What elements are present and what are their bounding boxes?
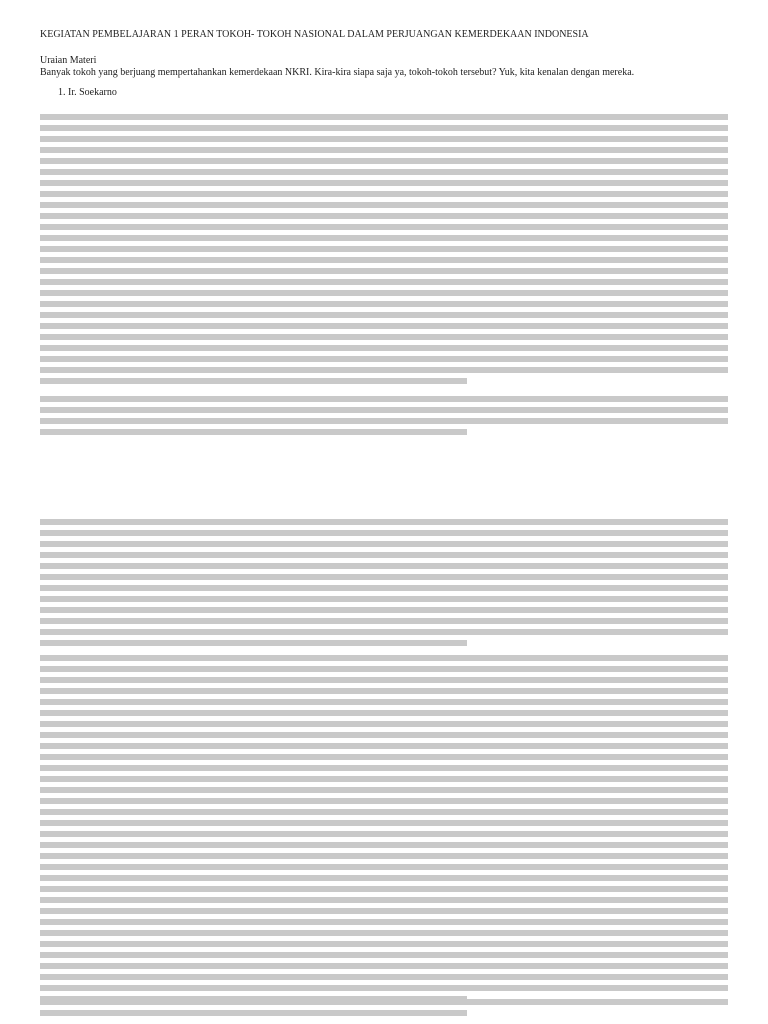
text-line-placeholder (40, 367, 728, 373)
text-line-placeholder (40, 235, 728, 241)
text-line-placeholder (40, 541, 728, 547)
text-line-placeholder (40, 743, 728, 749)
list-item-soekarno: 1. Ir. Soekarno (58, 87, 117, 98)
text-line-placeholder (40, 407, 728, 413)
text-line-placeholder (40, 356, 728, 362)
text-line-placeholder (40, 268, 728, 274)
text-line-placeholder (40, 930, 728, 936)
text-line-placeholder (40, 798, 728, 804)
text-line-placeholder (40, 831, 728, 837)
text-line-placeholder (40, 974, 728, 980)
text-line-placeholder (40, 985, 728, 991)
text-line-placeholder (40, 180, 728, 186)
text-line-placeholder (40, 257, 728, 263)
text-line-placeholder (40, 688, 728, 694)
text-line-placeholder (40, 677, 728, 683)
text-line-placeholder (40, 787, 728, 793)
text-line-placeholder (40, 396, 728, 402)
text-line-placeholder (40, 125, 728, 131)
text-line-placeholder (40, 169, 728, 175)
text-line-placeholder (40, 732, 728, 738)
text-line-placeholder (40, 886, 728, 892)
text-line-placeholder (40, 301, 728, 307)
text-line-placeholder (40, 853, 728, 859)
text-block-3 (40, 519, 728, 651)
text-line-placeholder (40, 941, 728, 947)
text-block-2 (40, 396, 728, 440)
text-line-placeholder (40, 378, 467, 384)
text-line-placeholder (40, 552, 728, 558)
text-line-placeholder (40, 952, 728, 958)
text-line-placeholder (40, 147, 728, 153)
text-line-placeholder (40, 655, 728, 661)
text-line-placeholder (40, 842, 728, 848)
text-line-placeholder (40, 1010, 467, 1016)
text-line-placeholder (40, 666, 728, 672)
text-line-placeholder (40, 640, 467, 646)
text-line-placeholder (40, 224, 728, 230)
text-line-placeholder (40, 202, 728, 208)
text-line-placeholder (40, 334, 728, 340)
text-line-placeholder (40, 279, 728, 285)
text-line-placeholder (40, 754, 728, 760)
text-line-placeholder (40, 629, 728, 635)
text-line-placeholder (40, 908, 728, 914)
text-line-placeholder (40, 312, 728, 318)
text-line-placeholder (40, 114, 728, 120)
text-line-placeholder (40, 820, 728, 826)
text-line-placeholder (40, 999, 728, 1005)
text-block-4 (40, 655, 728, 1007)
text-line-placeholder (40, 246, 728, 252)
text-line-placeholder (40, 699, 728, 705)
text-line-placeholder (40, 323, 728, 329)
text-line-placeholder (40, 721, 728, 727)
text-line-placeholder (40, 809, 728, 815)
text-line-placeholder (40, 919, 728, 925)
text-line-placeholder (40, 963, 728, 969)
text-line-placeholder (40, 418, 728, 424)
text-line-placeholder (40, 519, 728, 525)
text-line-placeholder (40, 765, 728, 771)
text-line-placeholder (40, 776, 728, 782)
text-line-placeholder (40, 191, 728, 197)
text-block-5 (40, 999, 728, 1021)
text-line-placeholder (40, 290, 728, 296)
document-title: KEGIATAN PEMBELAJARAN 1 PERAN TOKOH- TOKOH NASIONAL DALAM PERJUANGAN KEMERDEKAAN INDONESIA (40, 29, 589, 40)
section-heading: Uraian Materi (40, 55, 97, 66)
intro-text: Banyak tokoh yang berjuang mempertahankan kemerdekaan NKRI. Kira-kira siapa saja ya, tokoh-tokoh tersebut? Yuk, kita kenalan dengan mereka. (40, 67, 635, 78)
text-line-placeholder (40, 429, 467, 435)
text-line-placeholder (40, 897, 728, 903)
text-line-placeholder (40, 618, 728, 624)
text-line-placeholder (40, 530, 728, 536)
text-block-1 (40, 114, 728, 389)
text-line-placeholder (40, 710, 728, 716)
text-line-placeholder (40, 158, 728, 164)
text-line-placeholder (40, 213, 728, 219)
text-line-placeholder (40, 345, 728, 351)
text-line-placeholder (40, 875, 728, 881)
text-line-placeholder (40, 585, 728, 591)
text-line-placeholder (40, 574, 728, 580)
text-line-placeholder (40, 864, 728, 870)
text-line-placeholder (40, 563, 728, 569)
text-line-placeholder (40, 136, 728, 142)
text-line-placeholder (40, 596, 728, 602)
text-line-placeholder (40, 607, 728, 613)
